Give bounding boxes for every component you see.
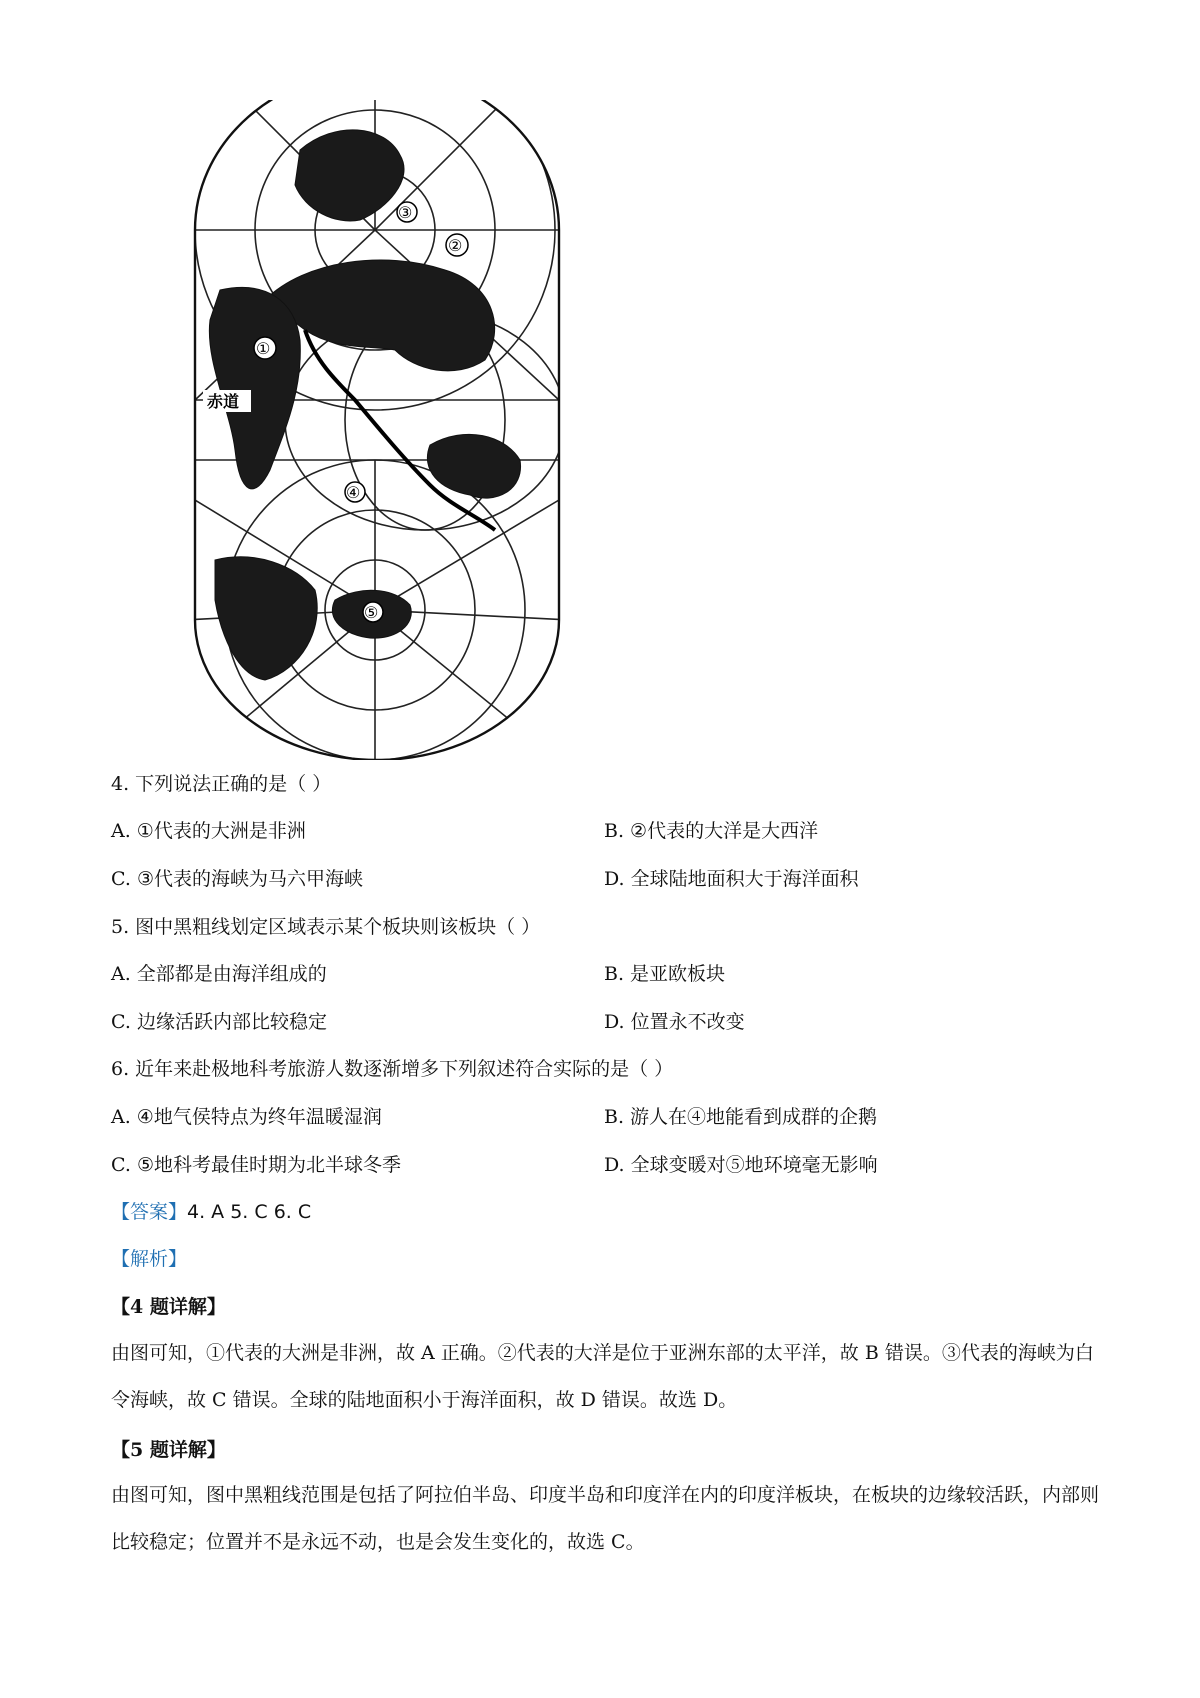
- marker-2: ②: [448, 236, 463, 255]
- south-america-land: [215, 557, 317, 680]
- q6-option-a: A. ④地气侯特点为终年温暖湿润: [111, 1106, 382, 1128]
- answer-tag: 【答案】: [111, 1201, 188, 1223]
- analysis-tag: 【解析】: [111, 1248, 188, 1270]
- marker-1: ①: [256, 339, 271, 358]
- detail-4-heading: 【4 题详解】: [111, 1296, 226, 1318]
- equator-label: 赤道: [207, 392, 240, 411]
- marker-5: ⑤: [364, 603, 379, 622]
- africa-land: [209, 287, 300, 488]
- q4-option-b: B. ②代表的大洋是大西洋: [604, 820, 819, 842]
- q4-option-a: A. ①代表的大洲是非洲: [111, 820, 306, 842]
- marker-3: ③: [398, 203, 413, 222]
- q4-option-c: C. ③代表的海峡为马六甲海峡: [111, 868, 363, 890]
- q6-option-c: C. ⑤地科考最佳时期为北半球冬季: [111, 1154, 401, 1176]
- question-5-stem: 5. 图中黑粗线划定区域表示某个板块则该板块（ ）: [111, 916, 541, 938]
- marker-4: ④: [346, 483, 361, 502]
- q5-option-b: B. 是亚欧板块: [604, 963, 726, 985]
- q5-option-d: D. 位置永不改变: [604, 1011, 745, 1033]
- detail-4-text: 由图可知，①代表的大洲是非洲，故 A 正确。②代表的大洋是位于亚洲东部的太平洋，故 B 错误。③代表的海峡为白令海峡，故 C 错误。全球的陆地面积小于海洋面积，故 D 错误。故选 D。: [111, 1342, 1094, 1411]
- q4-option-d: D. 全球陆地面积大于海洋面积: [604, 868, 859, 890]
- q5-option-a: A. 全部都是由海洋组成的: [111, 963, 327, 985]
- q6-option-b: B. 游人在④地能看到成群的企鹅: [604, 1106, 878, 1128]
- world-map-figure: [185, 100, 570, 760]
- australia-land: [427, 434, 520, 498]
- question-4-stem: 4. 下列说法正确的是（ ）: [111, 773, 332, 795]
- q5-option-c: C. 边缘活跃内部比较稳定: [111, 1011, 327, 1033]
- north-america-land: [295, 130, 404, 221]
- q6-option-d: D. 全球变暖对⑤地环境毫无影响: [604, 1154, 878, 1176]
- answer-text: 4. A 5. C 6. C: [187, 1201, 312, 1223]
- detail-5-text: 由图可知，图中黑粗线范围是包括了阿拉伯半岛、印度半岛和印度洋在内的印度洋板块，在板块的边缘较活跃，内部则比较稳定；位置并不是永远不动，也是会发生变化的，故选 C。: [111, 1484, 1100, 1553]
- question-6-stem: 6. 近年来赴极地科考旅游人数逐渐增多下列叙述符合实际的是（ ）: [111, 1058, 674, 1080]
- detail-5-heading: 【5 题详解】: [111, 1439, 226, 1461]
- answer-line: [111, 1199, 311, 1225]
